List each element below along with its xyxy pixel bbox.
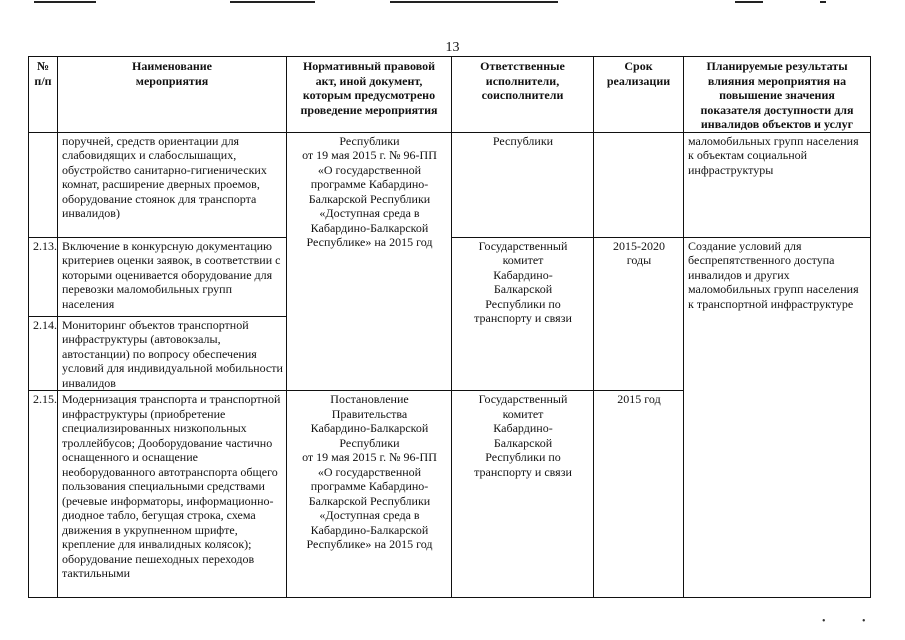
row-number: 2.14.: [29, 316, 58, 391]
row-legal-act: Постановление Правительства Кабардино-Балкарской Республики от 19 мая 2015 г. № 96-ПП «О государственной программе Кабардино- Балкарской Республики «Доступная среда в Кабардино-Балкарской Республике» на 2015 год: [287, 391, 452, 598]
header-planned-results: Планируемые результаты влияния мероприятия на повышение значения показателя доступности для инвалидов объектов и услуг: [684, 57, 871, 133]
row-term: [594, 132, 684, 237]
row-planned-result: маломобильных групп населения к объектам социальной инфраструктуры: [684, 132, 871, 237]
row-number: 2.13.: [29, 237, 58, 316]
measures-table: [28, 56, 871, 598]
header-legal-act: Нормативный правовой акт, иной документ, которым предусмотрено проведение мероприятия: [287, 57, 452, 133]
table-header-row: [29, 57, 871, 133]
scan-speck: •: [862, 616, 866, 627]
bottom-scan-marks: [0, 616, 905, 640]
row-responsible: Государственный комитет Кабардино- Балкарской Республики по транспорту и связи: [452, 391, 594, 598]
row-responsible: Республики: [452, 132, 594, 237]
header-responsible: Ответственные исполнители, соисполнители: [452, 57, 594, 133]
top-scan-marks: [0, 0, 905, 8]
row-measure-name: Модернизация транспорта и транспортной инфраструктуры (приобретение специализированных низкопольных троллейбусов; Дооборудование частично оснащенного и оснащение необорудованного автотранспорта общего пользования специальными средствами (речевые информаторы, информационно-диодное табло, бегущая строка, схема движения в укрупненном шрифте, крепление для инвалидных колясок); оборудование пешеходных переходов тактильными: [58, 391, 287, 598]
row-measure-name: Мониторинг объектов транспортной инфраструктуры (автовокзалы, автостанции) по вопросу обеспечения условий для индивидуальной мобильности инвалидов: [58, 316, 287, 391]
row-legal-act: Республики от 19 мая 2015 г. № 96-ПП «О государственной программе Кабардино- Балкарской Республики «Доступная среда в Кабардино-Балкарской Республике» на 2015 год: [287, 132, 452, 391]
row-measure-name: Включение в конкурсную документацию критериев оценки заявок, в соответствии с которыми оценивается оборудование для перевозки маломобильных групп населения: [58, 237, 287, 316]
scan-speck: •: [822, 616, 826, 627]
row-measure-name: поручней, средств ориентации для слабовидящих и слабослышащих, обустройство санитарно-гигиенических комнат, расширение дверных проемов, оборудование стоянок для транспорта инвалидов): [58, 132, 287, 237]
header-number: № п/п: [29, 57, 58, 133]
row-responsible: Государственный комитет Кабардино- Балкарской Республики по транспорту и связи: [452, 237, 594, 391]
page-number: 13: [445, 40, 460, 55]
row-number: [29, 132, 58, 237]
header-term: Срок реализации: [594, 57, 684, 133]
row-planned-result: Создание условий для беспрепятственного доступа инвалидов и других маломобильных групп населения к транспортной инфраструктуре: [684, 237, 871, 598]
row-number: 2.15.: [29, 391, 58, 598]
header-measure-name: Наименование мероприятия: [58, 57, 287, 133]
table-row: [29, 132, 871, 237]
row-term: 2015 год: [594, 391, 684, 598]
row-term: 2015-2020 годы: [594, 237, 684, 391]
